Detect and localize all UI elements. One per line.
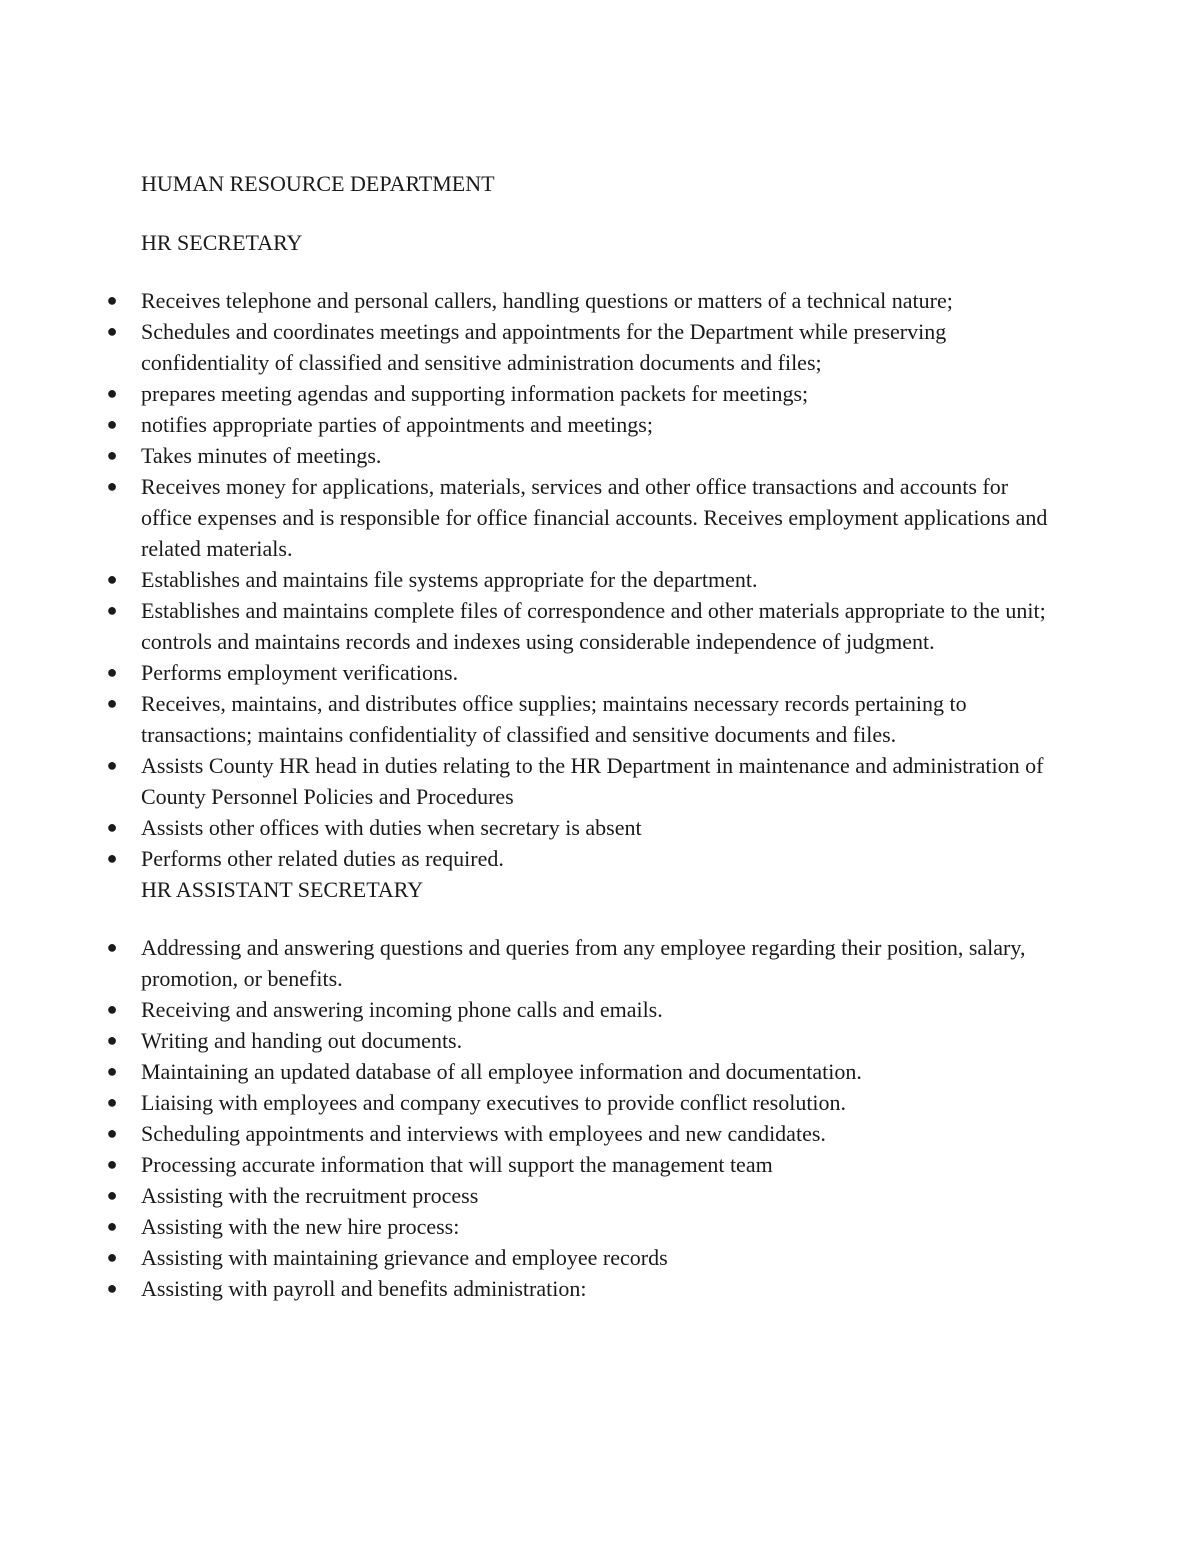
section-heading-hr-secretary: HR SECRETARY: [141, 230, 303, 255]
list-item: [106, 1211, 1061, 1242]
list-item: [106, 285, 1061, 316]
bullet-icon: ●: [106, 662, 118, 682]
list-item-text: Assisting with payroll and benefits administration:: [141, 1276, 587, 1301]
bullet-icon: ●: [106, 817, 118, 837]
list-item: [106, 409, 1061, 440]
list-item: [106, 1273, 1061, 1304]
list-item-text: Assists County HR head in duties relating to the HR Department in maintenance and administration of County Personnel Policies and Procedures: [141, 753, 1044, 809]
list-item-text: Schedules and coordinates meetings and appointments for the Department while preserving confidentiality of classified and sensitive administration documents and files;: [141, 319, 947, 375]
bullet-icon: ●: [106, 1030, 118, 1050]
list-item: [106, 1087, 1061, 1118]
bullet-icon: ●: [106, 569, 118, 589]
list-item-text: Receives, maintains, and distributes office supplies; maintains necessary records pertaining to transactions; maintains confidentiality of classified and sensitive documents and files.: [141, 691, 967, 747]
bullet-icon: ●: [106, 1247, 118, 1267]
list-item: [106, 994, 1061, 1025]
list-item-text: Receiving and answering incoming phone calls and emails.: [141, 997, 663, 1022]
list-item: [106, 471, 1061, 564]
list-item: [106, 812, 1061, 843]
bullet-icon: ●: [106, 290, 118, 310]
bullet-icon: ●: [106, 1216, 118, 1236]
list-item-text: Addressing and answering questions and queries from any employee regarding their position, salary, promotion, or benefits.: [141, 935, 1026, 991]
list-item-text: Performs employment verifications.: [141, 660, 459, 685]
bullet-icon: ●: [106, 321, 118, 341]
list-item-text: Assists other offices with duties when secretary is absent: [141, 815, 642, 840]
list-item-text: Assisting with the new hire process:: [141, 1214, 460, 1239]
section-heading-hr-assistant-secretary: HR ASSISTANT SECRETARY: [141, 877, 424, 902]
bullet-icon: ●: [106, 383, 118, 403]
list-item-text: Takes minutes of meetings.: [141, 443, 382, 468]
bullet-icon: ●: [106, 693, 118, 713]
list-item-text: Assisting with maintaining grievance and employee records: [141, 1245, 668, 1270]
document-title: HUMAN RESOURCE DEPARTMENT: [141, 171, 495, 196]
list-item-text: Liaising with employees and company executives to provide conflict resolution.: [141, 1090, 847, 1115]
bullet-icon: ●: [106, 999, 118, 1019]
bullet-icon: ●: [106, 1154, 118, 1174]
bullet-icon: ●: [106, 1092, 118, 1112]
list-item-text: Performs other related duties as required.: [141, 846, 504, 871]
bullet-icon: ●: [106, 476, 118, 496]
list-item: [106, 440, 1061, 471]
list-item-text: Processing accurate information that will support the management team: [141, 1152, 773, 1177]
list-item: [106, 1242, 1061, 1273]
list-item: [106, 657, 1061, 688]
list-item: [106, 750, 1061, 812]
bullet-icon: ●: [106, 414, 118, 434]
document-body: [106, 168, 1061, 1304]
list-item: [106, 595, 1061, 657]
bullet-icon: ●: [106, 1278, 118, 1298]
hr-secretary-duties-list: [106, 285, 1061, 874]
bullet-icon: ●: [106, 755, 118, 775]
list-item-text: notifies appropriate parties of appointments and meetings;: [141, 412, 653, 437]
list-item-text: Scheduling appointments and interviews with employees and new candidates.: [141, 1121, 826, 1146]
bullet-icon: ●: [106, 1185, 118, 1205]
list-item-text: Establishes and maintains complete files of correspondence and other materials appropriate to the unit; controls and maintains records and indexes using considerable independence of judgment.: [141, 598, 1046, 654]
list-item-text: Receives money for applications, materials, services and other office transactions and accounts for office expenses and is responsible for office financial accounts. Receives employment applications and related materials.: [141, 474, 1048, 561]
bullet-icon: ●: [106, 445, 118, 465]
bullet-icon: ●: [106, 937, 118, 957]
list-item: [106, 932, 1061, 994]
bullet-icon: ●: [106, 1123, 118, 1143]
list-item-text: Receives telephone and personal callers, handling questions or matters of a technical nature;: [141, 288, 953, 313]
list-item: [106, 1180, 1061, 1211]
list-item-text: prepares meeting agendas and supporting information packets for meetings;: [141, 381, 809, 406]
list-item: [106, 378, 1061, 409]
bullet-icon: ●: [106, 600, 118, 620]
list-item-text: Assisting with the recruitment process: [141, 1183, 479, 1208]
list-item: [106, 1056, 1061, 1087]
list-item-text: Maintaining an updated database of all employee information and documentation.: [141, 1059, 862, 1084]
bullet-icon: ●: [106, 1061, 118, 1081]
hr-assistant-secretary-duties-list: [106, 932, 1061, 1304]
list-item: [106, 1025, 1061, 1056]
list-item: [106, 843, 1061, 874]
bullet-icon: ●: [106, 848, 118, 868]
list-item: [106, 688, 1061, 750]
list-item: [106, 1118, 1061, 1149]
list-item-text: Establishes and maintains file systems appropriate for the department.: [141, 567, 758, 592]
list-item: [106, 1149, 1061, 1180]
list-item: [106, 316, 1061, 378]
list-item: [106, 564, 1061, 595]
list-item-text: Writing and handing out documents.: [141, 1028, 463, 1053]
